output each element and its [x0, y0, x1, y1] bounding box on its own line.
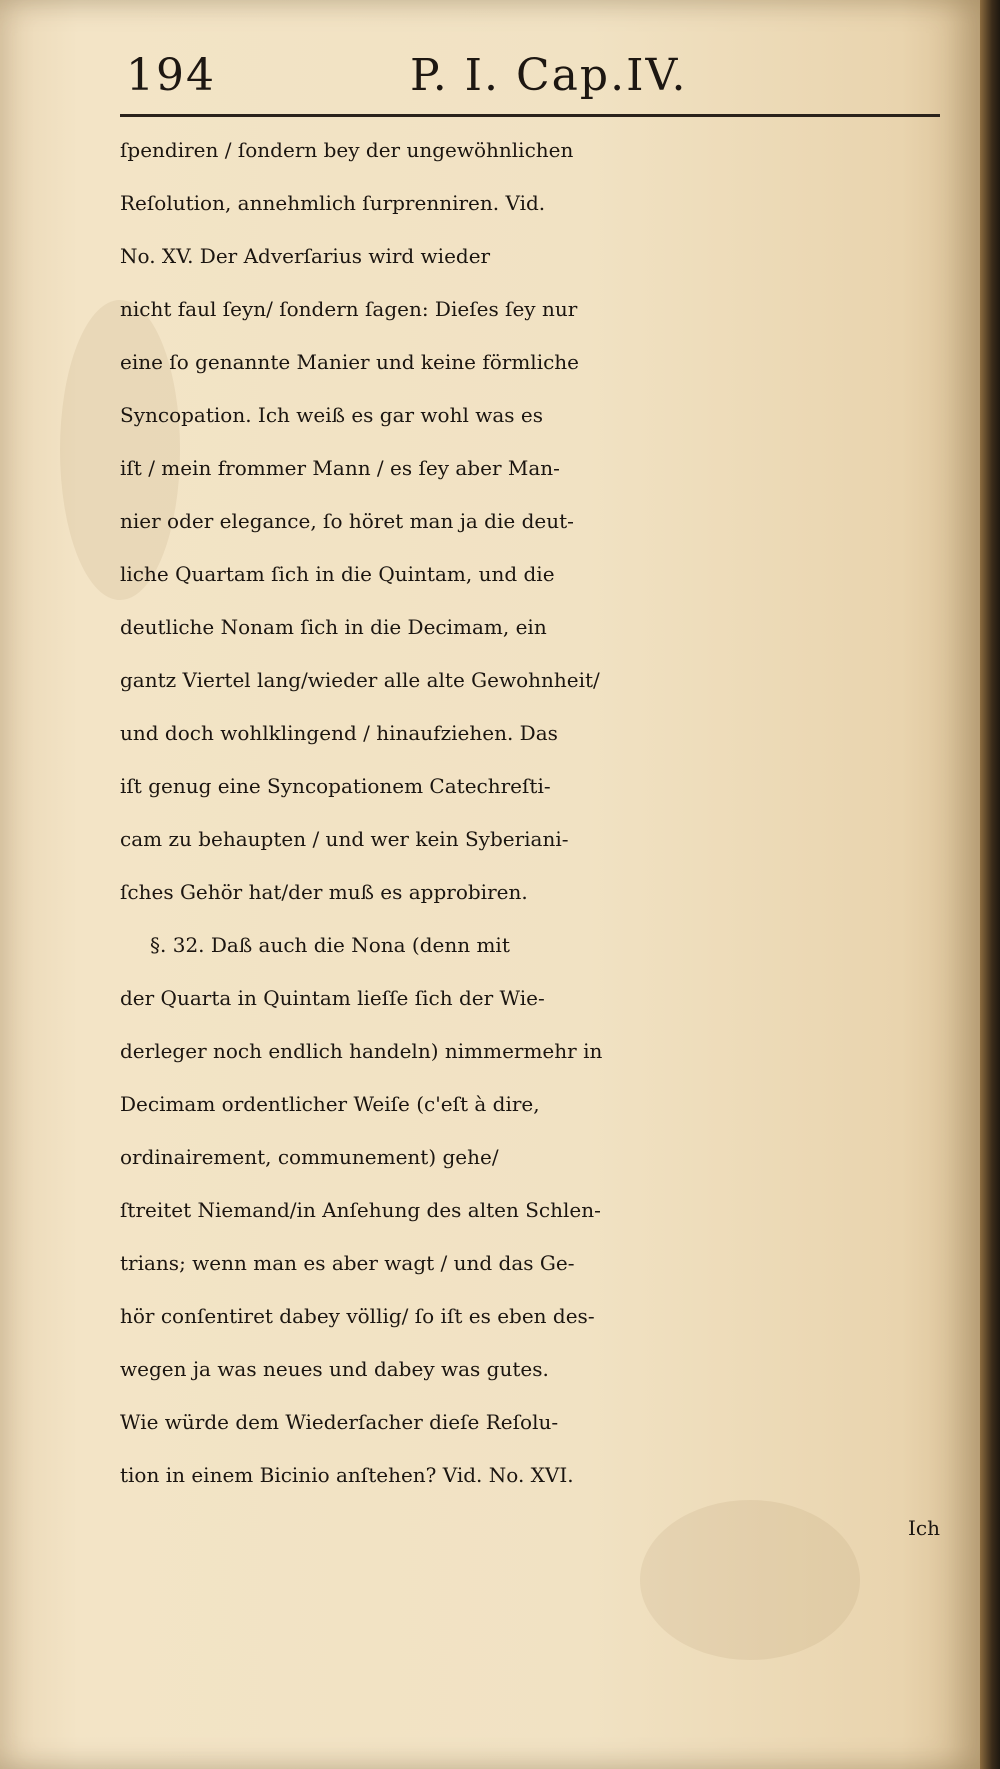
body-text	[120, 124, 960, 1555]
running-head: P. I. Cap.IV.	[410, 50, 688, 101]
header-rule	[120, 114, 940, 117]
text-line: gantz Viertel lang/wieder alle alte Gewohnheit/	[120, 668, 600, 692]
text-line: Wie würde dem Wiederſacher dieſe Reſolu-	[120, 1410, 559, 1434]
text-line: deutliche Nonam ſich in die Decimam, ein	[120, 615, 547, 639]
text-line: nier oder elegance, ſo höret man ja die deut-	[120, 509, 574, 533]
text-line: ſpendiren / ſondern bey der ungewöhnlichen	[120, 138, 574, 162]
text-line: der Quarta in Quintam lieſſe ſich der Wie-	[120, 986, 545, 1010]
text-line: tion in einem Bicinio anſtehen? Vid. No. XVI.	[120, 1463, 574, 1487]
text-line: iſt / mein frommer Mann / es ſey aber Man-	[120, 456, 560, 480]
text-line: und doch wohlklingend / hinaufziehen. Das	[120, 721, 558, 745]
text-line: No. XV. Der Adverſarius wird wieder	[120, 244, 491, 268]
catchword: Ich	[908, 1516, 940, 1540]
text-line: hör conſentiret dabey völlig/ ſo iſt es eben des-	[120, 1304, 595, 1328]
text-line: Syncopation. Ich weiß es gar wohl was es	[120, 403, 543, 427]
text-line: liche Quartam ſich in die Quintam, und die	[120, 562, 555, 586]
text-line: eine ſo genannte Manier und keine förmliche	[120, 350, 580, 374]
text-line: Reſolution, annehmlich ſurprenniren. Vid.	[120, 191, 546, 215]
page-edge-shadow	[980, 0, 1000, 1769]
text-line: ſches Gehör hat/der muß es approbiren.	[120, 880, 528, 904]
text-line: trians; wenn man es aber wagt / und das Ge-	[120, 1251, 575, 1275]
text-line: derleger noch endlich handeln) nimmermehr in	[120, 1039, 603, 1063]
page-number: 194	[126, 50, 216, 101]
paragraph-start-line: §. 32. Daß auch die Nona (denn mit	[150, 933, 510, 957]
text-line: iſt genug eine Syncopationem Catechreſti-	[120, 774, 551, 798]
text-line: wegen ja was neues und dabey was gutes.	[120, 1357, 549, 1381]
text-line: cam zu behaupten / und wer kein Syberiani-	[120, 827, 569, 851]
text-line: nicht faul ſeyn/ ſondern ſagen: Dieſes ſey nur	[120, 297, 578, 321]
page-header	[120, 50, 940, 110]
text-line: ſtreitet Niemand/in Anſehung des alten Schlen-	[120, 1198, 601, 1222]
text-line: Decimam ordentlicher Weiſe (c'eſt à dire,	[120, 1092, 540, 1116]
text-line: ordinairement, communement) gehe/	[120, 1145, 499, 1169]
